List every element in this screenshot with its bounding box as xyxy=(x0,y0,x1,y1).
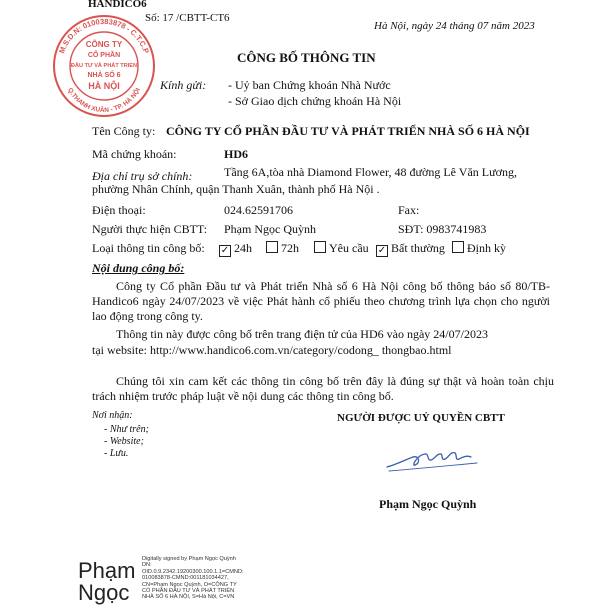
company-name-value: CÔNG TY CỔ PHẦN ĐẦU TƯ VÀ PHÁT TRIỂN NHÀ SỐ 6 HÀ NỘI xyxy=(166,124,530,138)
seal-bottom-text: Q.THANH XUÂN - TP. HÀ NỘI xyxy=(66,86,142,115)
receiver-1: - Như trên; xyxy=(104,424,149,435)
disclosure-option-periodic[interactable] xyxy=(452,241,506,256)
receivers-label: Nơi nhận: xyxy=(92,410,133,421)
digital-sig-details xyxy=(142,556,244,601)
receiver-3: - Lưu. xyxy=(104,448,129,459)
signer-name: Phạm Ngọc Quỳnh xyxy=(379,497,477,511)
disclosure-option-extraordinary[interactable] xyxy=(376,241,445,257)
content-paragraph-2-line-2: tại website: http://www.handico6.com.vn/category/codong_ thongbao.html xyxy=(92,343,452,357)
document-title: CÔNG BỐ THÔNG TIN xyxy=(237,50,376,65)
digital-sig-line-1: Digitally signed by Phạm Ngọc Quỳnh xyxy=(142,556,236,562)
disclosure-option-request[interactable] xyxy=(314,241,369,256)
checkbox-icon[interactable]: ✓ xyxy=(220,245,230,256)
content-paragraph-1: Công ty Cổ phần Đầu tư và Phát triển Nhà số 6 Hà Nội công bố thông báo số 80/TB-Handico6 ngày 24/07/2023 về việc Phát hành cổ phiếu theo chương trình lựa chọn cho người lao động trong công ty. xyxy=(92,279,550,323)
document-number: Số: 17 /CBTT-CT6 xyxy=(145,12,230,24)
seal-outer-text: M.S.D.N: 0100383878 - C.T.C.P xyxy=(57,16,151,55)
checkbox-icon[interactable] xyxy=(314,241,326,253)
content-paragraph-3: Chúng tôi xin cam kết các thông tin công bố trên đây là đúng sự thật và hoàn toàn chịu trách nhiệm trước pháp luật về nội dung các thông tin công bố. xyxy=(92,374,554,403)
phone-value: 024.62591706 xyxy=(224,203,293,217)
seal-line-4: NHÀ SỐ 6 xyxy=(87,72,121,79)
digital-sig-line-6: CỔ PHẦN ĐẦU TƯ VÀ PHÁT TRIỂN xyxy=(142,588,235,595)
digital-sig-big-line-2: Ngọc xyxy=(78,580,130,605)
fax-label: Fax: xyxy=(398,203,420,217)
digital-sig-line-2: DN: xyxy=(142,562,152,569)
seal-line-1: CÔNG TY xyxy=(85,40,123,49)
checkbox-icon[interactable] xyxy=(266,241,278,253)
seal-graphic xyxy=(52,14,156,118)
option-label: Định kỳ xyxy=(467,241,506,255)
option-label: Yêu cầu xyxy=(329,241,369,255)
digital-sig-line-4: 010083878-CMND:001181034427, xyxy=(142,575,229,582)
phone-label: Điện thoại: xyxy=(92,203,146,217)
company-short-name: HANDICO6 xyxy=(88,0,147,10)
content-heading: Nội dung công bố: xyxy=(92,261,185,275)
company-seal xyxy=(52,14,156,118)
seal-line-3: ĐẦU TƯ VÀ PHÁT TRIỂN xyxy=(70,63,138,69)
recipient-2: - Sở Giao dịch chứng khoán Hà Nội xyxy=(228,94,402,108)
option-label: 72h xyxy=(281,241,299,255)
recipients-label: Kính gửi: xyxy=(160,78,207,92)
digital-sig-line-7: NHÀ SỐ 6 HÀ NỘI, S=Hà Nội, C=VN xyxy=(142,594,235,601)
digital-sig-big-line-1: Phạm xyxy=(78,558,136,583)
receiver-2: - Website; xyxy=(104,436,144,447)
checkbox-icon[interactable] xyxy=(452,241,464,253)
disclosure-type-label: Loại thông tin công bố: xyxy=(92,241,205,255)
address-line-2: phường Nhân Chính, quận Thanh Xuân, thành phố Hà Nội . xyxy=(92,182,380,196)
disclosure-option-24h[interactable] xyxy=(219,241,252,257)
stock-code-value: HD6 xyxy=(224,147,248,161)
checkbox-icon[interactable]: ✓ xyxy=(377,245,387,256)
disclosure-option-72h[interactable] xyxy=(266,241,299,256)
address-line-1: Tầng 6A,tòa nhà Diamond Flower, 48 đường Lê Văn Lương, xyxy=(224,165,517,179)
digital-sig-line-5: CN=Phạm Ngọc Quỳnh, O=CÔNG TY xyxy=(142,581,237,588)
option-label: Bất thường xyxy=(391,241,445,255)
representative-label: Người thực hiện CBTT: xyxy=(92,222,208,236)
representative-phone: SĐT: 0983741983 xyxy=(398,222,487,236)
option-label: 24h xyxy=(234,241,252,255)
signer-title: NGƯỜI ĐƯỢC UỶ QUYỀN CBTT xyxy=(337,412,505,424)
handwritten-signature xyxy=(385,445,485,475)
representative-name: Phạm Ngọc Quỳnh xyxy=(224,222,316,236)
address-label: Địa chỉ trụ sở chính: xyxy=(92,169,193,183)
stock-code-label: Mã chứng khoán: xyxy=(92,147,177,161)
seal-line-5: HÀ NỘI xyxy=(88,81,120,91)
recipient-1: - Uỷ ban Chứng khoán Nhà Nước xyxy=(228,78,391,92)
place-date: Hà Nội, ngày 24 tháng 07 năm 2023 xyxy=(374,20,535,32)
content-paragraph-2-line-1: Thông tin này được công bố trên trang điện tử của HD6 vào ngày 24/07/2023 xyxy=(116,327,488,341)
seal-line-2: CỔ PHẦN xyxy=(87,52,121,59)
company-name-label: Tên Công ty: xyxy=(92,124,156,138)
digital-sig-line-3: OID.0.9.2342.19200300.100.1.1=CMND: xyxy=(142,568,244,575)
